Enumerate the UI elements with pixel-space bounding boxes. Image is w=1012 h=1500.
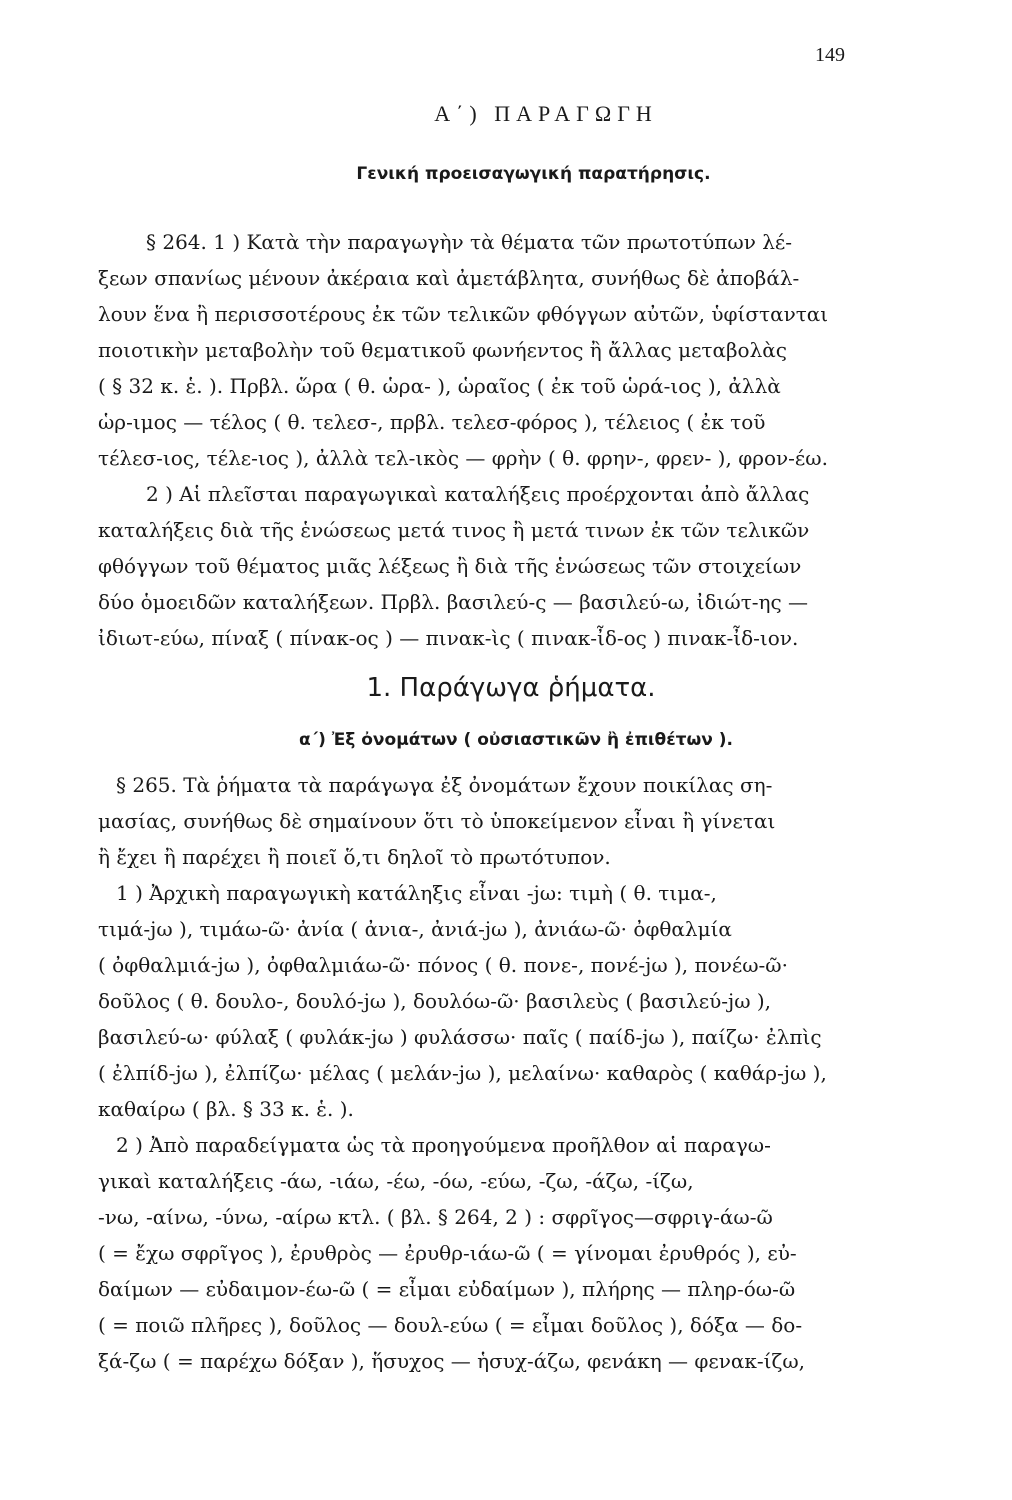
text-line: τέλεσ-ιος, τέλε-ιος ), ἀλλὰ τελ-ικὸς — φρὴν ( θ. φρην-, φρεν- ), φρον-έω. <box>98 446 828 470</box>
text-line: φθόγγων τοῦ θέματος μιᾶς λέξεως ἢ διὰ τῆς ἑνώσεως τῶν στοιχείων <box>98 554 802 578</box>
text-line: καθαίρω ( βλ. § 33 κ. ἑ. ). <box>98 1097 354 1121</box>
text-line: ἰδιωτ-εύω, πίναξ ( πίνακ-ος ) — πινακ-ὶς ( πινακ-ἶδ-ος ) πινακ-ἶδ-ιον. <box>98 626 799 650</box>
text-line: δοῦλος ( θ. δουλο-, δουλό-jω ), δουλόω-ῶ· βασιλεὺς ( βασιλεύ-jω ), <box>98 989 772 1013</box>
text-line: ( = ποιῶ πλῆρες ), δοῦλος — δουλ-εύω ( = εἶμαι δοῦλος ), δόξα — δο- <box>98 1313 803 1337</box>
text-line: καταλήξεις διὰ τῆς ἑνώσεως μετά τινος ἢ μετά τινων ἐκ τῶν τελικῶν <box>98 518 810 542</box>
page-number: 149 <box>815 44 845 66</box>
text-line: ποιοτικὴν μεταβολὴν τοῦ θεματικοῦ φωνήεντος ἢ ἄλλας μεταβολὰς <box>98 338 787 362</box>
paragraph-265 <box>98 767 858 1379</box>
text-line: ( = ἔχω σφρῖγος ), ἐρυθρὸς — ἐρυθρ-ιάω-ῶ ( = γίνομαι ἐρυθρός ), εὐ- <box>98 1241 797 1265</box>
text-line: 2 ) Αἱ πλεῖσται παραγωγικαὶ καταλήξεις προέρχονται ἀπὸ ἄλλας <box>146 482 810 506</box>
text-line: ὡρ-ιμος — τέλος ( θ. τελεσ-, πρβλ. τελεσ-φόρος ), τέλειος ( ἐκ τοῦ <box>98 410 766 434</box>
text-line: ξεων σπανίως μένουν ἀκέραια καὶ ἀμετάβλητα, συνήθως δὲ ἀποβάλ- <box>98 266 800 290</box>
subsection-title: α΄) Ἐξ ὀνομάτων ( οὐσιαστικῶν ἢ ἐπιθέτων ). <box>298 730 734 750</box>
text-line: ( ὀφθαλμιά-jω ), ὀφθαλμιάω-ῶ· πόνος ( θ. πονε-, πονέ-jω ), πονέω-ῶ· <box>98 953 788 977</box>
text-line: λουν ἕνα ἢ περισσοτέρους ἐκ τῶν τελικῶν φθόγγων αὐτῶν, ὑφίστανται <box>98 302 829 326</box>
section-title: 1. Παράγωγα ῥήματα. <box>366 673 656 703</box>
chapter-title: Α΄) ΠΑΡΑΓΩΓΗ <box>434 101 658 126</box>
text-line: § 265. Τὰ ῥήματα τὰ παράγωγα ἐξ ὀνομάτων ἔχουν ποικίλας ση- <box>116 773 773 797</box>
text-line: 2 ) Ἀπὸ παραδείγματα ὡς τὰ προηγούμενα προῆλθον αἱ παραγω- <box>116 1133 771 1157</box>
text-line: δύο ὁμοειδῶν καταλήξεων. Πρβλ. βασιλεύ-ς — βασιλεύ-ω, ἰδιώτ-ης — <box>98 590 809 614</box>
text-line: -νω, -αίνω, -ύνω, -αίρω κτλ. ( βλ. § 264, 2 ) : σφρῖγος—σφριγ-άω-ῶ <box>98 1205 773 1229</box>
text-line: § 264. 1 ) Κατὰ τὴν παραγωγὴν τὰ θέματα τῶν πρωτοτύπων λέ- <box>146 230 793 254</box>
text-line: ( § 32 κ. ἑ. ). Πρβλ. ὥρα ( θ. ὡρα- ), ὡραῖος ( ἐκ τοῦ ὡρά-ιος ), ἀλλὰ <box>98 374 781 398</box>
text-line: ξά-ζω ( = παρέχω δόξαν ), ἥσυχος — ἡσυχ-άζω, φενάκη — φενακ-ίζω, <box>98 1349 806 1373</box>
text-line: μασίας, συνήθως δὲ σημαίνουν ὅτι τὸ ὑποκείμενον εἶναι ἢ γίνεται <box>98 809 776 833</box>
text-line: τιμά-jω ), τιμάω-ῶ· ἀνία ( ἀνια-, ἀνιά-jω ), ἀνιάω-ῶ· ὀφθαλμία <box>98 917 732 941</box>
text-line: ( ἐλπίδ-jω ), ἐλπίζω· μέλας ( μελάν-jω ), μελαίνω· καθαρὸς ( καθάρ-jω ), <box>98 1061 827 1085</box>
text-line: βασιλεύ-ω· φύλαξ ( φυλάκ-jω ) φυλάσσω· παῖς ( παίδ-jω ), παίζω· ἐλπὶς <box>98 1025 822 1049</box>
subtitle: Γενική προεισαγωγική παρατήρησις. <box>356 164 711 184</box>
text-line: δαίμων — εὐδαιμον-έω-ῶ ( = εἶμαι εὐδαίμων ), πλήρης — πληρ-όω-ῶ <box>98 1277 796 1301</box>
text-line: 1 ) Ἀρχικὴ παραγωγικὴ κατάληξις εἶναι -jω: τιμὴ ( θ. τιμα-, <box>116 881 717 905</box>
paragraph-264 <box>98 224 858 656</box>
text-line: γικαὶ καταλήξεις -άω, -ιάω, -έω, -όω, -εύω, -ζω, -άζω, -ίζω, <box>98 1169 694 1193</box>
text-line: ἢ ἔχει ἢ παρέχει ἢ ποιεῖ ὅ,τι δηλοῖ τὸ πρωτότυπον. <box>98 845 611 869</box>
